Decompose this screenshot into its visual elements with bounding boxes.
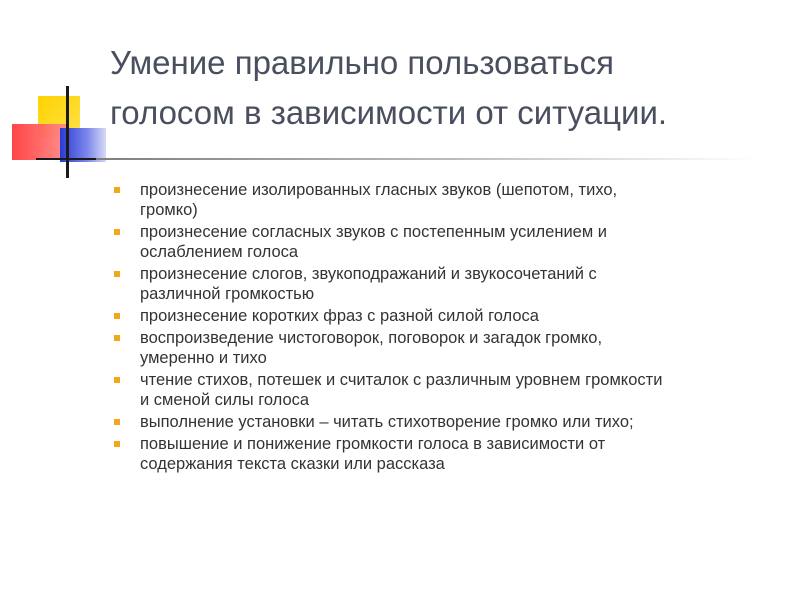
bullet-text: различной громкостью <box>140 285 315 303</box>
bullet-marker <box>114 441 120 447</box>
slide-title <box>110 38 750 138</box>
bullet-item <box>112 222 792 262</box>
bullet-text: умеренно и тихо <box>140 349 267 367</box>
bullet-text: громко) <box>140 201 198 219</box>
decor-vertical-line <box>66 86 69 178</box>
bullet-text: воспроизведение чистоговорок, поговорок и загадок громко, <box>140 329 603 347</box>
bullet-text: произнесение изолированных гласных звуков (шепотом, тихо, <box>140 181 618 199</box>
bullet-text: произнесение согласных звуков с постепенным усилением и <box>140 223 608 241</box>
bullet-text: выполнение установки – читать стихотворение громко или тихо; <box>140 413 634 431</box>
title-underline <box>96 158 756 160</box>
bullet-marker <box>114 313 120 319</box>
title-line: Умение правильно пользоваться <box>110 44 614 81</box>
bullet-text: чтение стихов, потешек и считалок с различным уровнем громкости <box>140 371 663 389</box>
bullet-marker <box>114 419 120 425</box>
bullet-text: ослаблением голоса <box>140 243 299 261</box>
bullet-text: произнесение коротких фраз с разной силой голоса <box>140 307 539 325</box>
bullet-item <box>112 328 792 368</box>
bullet-item <box>112 370 792 410</box>
bullet-text: содержания текста сказки или рассказа <box>140 455 445 473</box>
bullet-marker <box>114 271 120 277</box>
bullet-text: повышение и понижение громкости голоса в зависимости от <box>140 435 606 453</box>
bullet-item <box>112 264 792 304</box>
bullet-item <box>112 412 792 432</box>
bullet-marker <box>114 377 120 383</box>
bullet-marker <box>114 229 120 235</box>
bullet-item <box>112 434 792 474</box>
bullet-marker <box>114 335 120 341</box>
bullet-text: произнесение слогов, звукоподражаний и звукосочетаний с <box>140 265 597 283</box>
title-line: голосом в зависимости от ситуации. <box>110 94 668 131</box>
bullet-text: и сменой силы голоса <box>140 391 310 409</box>
bullet-item <box>112 180 792 220</box>
bullet-list <box>112 180 792 476</box>
decor-horizontal-line <box>36 158 96 160</box>
bullet-marker <box>114 187 120 193</box>
bullet-item <box>112 306 792 326</box>
